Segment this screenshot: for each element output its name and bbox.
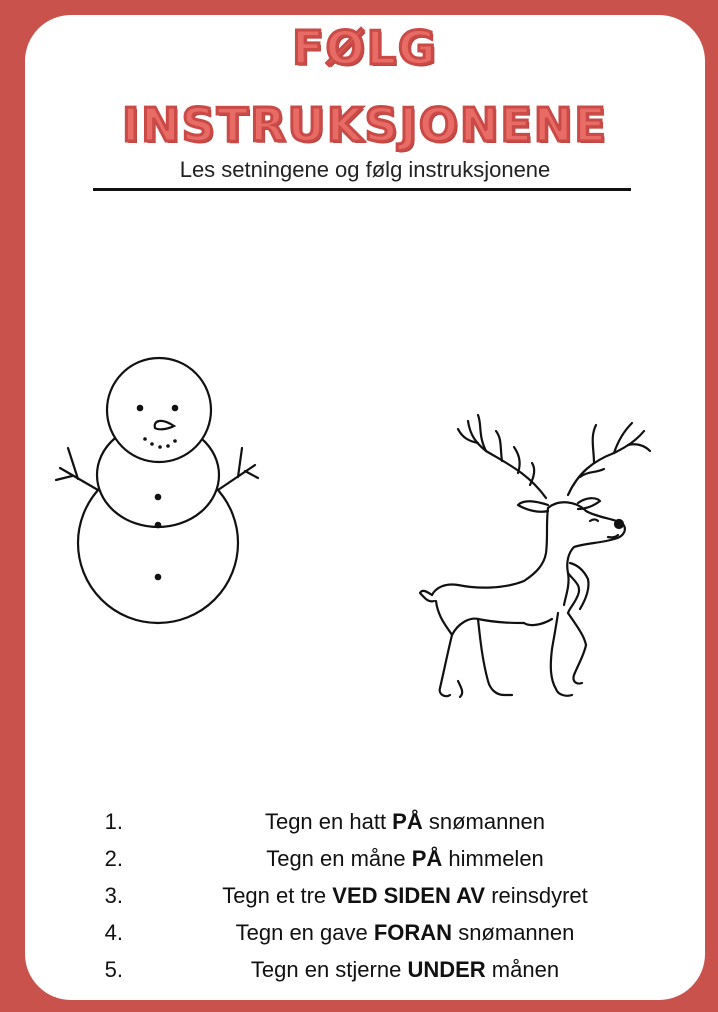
- instruction-text: Tegn en gave FORAN snømannen: [235, 920, 575, 945]
- instruction-keyword: FORAN: [373, 920, 453, 945]
- instruction-keyword: PÅ: [392, 809, 423, 834]
- instruction-number: 5.: [104, 957, 123, 982]
- snowman-icon: [50, 350, 260, 650]
- subtitle: Les setningene og følg instruksjonene: [179, 157, 551, 182]
- instruction-text: Tegn en måne PÅ himmelen: [266, 846, 544, 871]
- instruction-keyword: PÅ: [411, 846, 443, 871]
- divider-line: [93, 188, 631, 191]
- instruction-keyword: VED SIDEN AV: [332, 883, 486, 908]
- instruction-text: Tegn en stjerne UNDER månen: [250, 957, 560, 982]
- instruction-item: [25, 914, 705, 951]
- instruction-item: [25, 840, 705, 877]
- worksheet-page: [25, 15, 705, 1000]
- title-line-2: INSTRUKSJONENE: [122, 98, 608, 152]
- instruction-keyword: UNDER: [407, 957, 486, 982]
- instruction-list: [25, 803, 705, 988]
- instruction-number: 3.: [104, 883, 123, 908]
- instruction-item: [25, 951, 705, 988]
- instruction-item: [25, 803, 705, 840]
- title-line-1: FØLG: [292, 21, 438, 75]
- instruction-text: Tegn et tre VED SIDEN AV reinsdyret: [222, 883, 588, 908]
- instruction-number: 4.: [104, 920, 123, 945]
- reindeer-icon: [418, 413, 653, 698]
- instruction-number: 2.: [104, 846, 123, 871]
- instruction-item: [25, 877, 705, 914]
- instruction-text: Tegn en hatt PÅ snømannen: [264, 809, 546, 834]
- instruction-number: 1.: [104, 809, 123, 834]
